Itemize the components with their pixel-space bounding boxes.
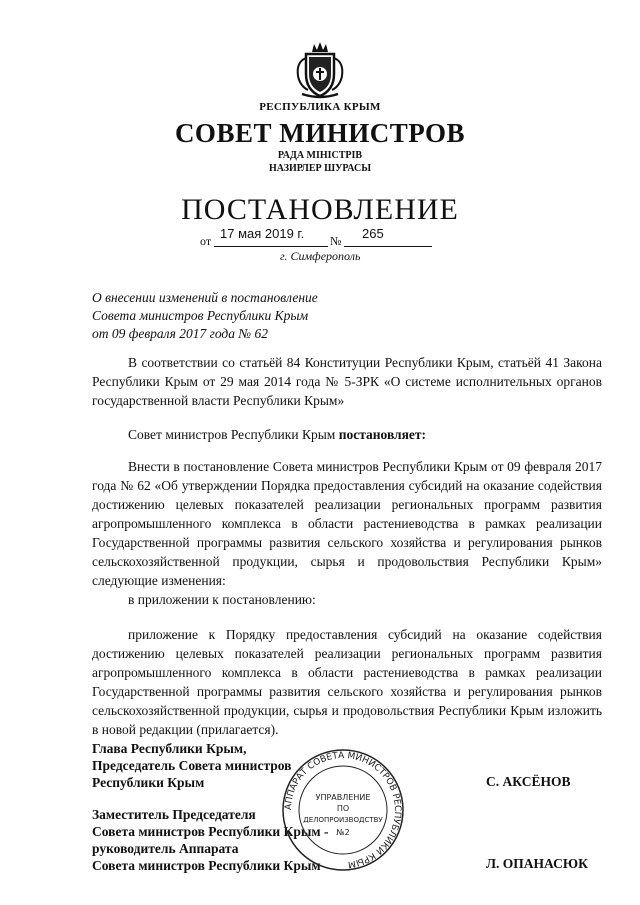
subject-line: О внесении изменений в постановление bbox=[92, 290, 318, 305]
subject-line: Совета министров Республики Крым bbox=[92, 308, 309, 323]
coat-of-arms-emblem bbox=[288, 36, 352, 100]
new-edition-paragraph: приложение к Порядку предоставления субсидий на оказание содействия достижению целевых показателей реализации региональных программ развития агропромышленного комплекса в области растениеводства в рамках реализации Государственной программы развития сельского хозяйства и регулирования рынков сельскохозяйственной продукции, сырья и продовольствия Республики Крым изложить в новой редакции (прилагается). bbox=[92, 627, 602, 737]
city-line: г. Симферополь bbox=[280, 249, 361, 263]
subject-line: от 09 февраля 2017 года № 62 bbox=[92, 326, 268, 341]
date-underline bbox=[214, 246, 328, 247]
svg-text:УПРАВЛЕНИЕ: УПРАВЛЕНИЕ bbox=[315, 793, 371, 802]
date-number-line bbox=[200, 226, 440, 248]
subject-block bbox=[92, 289, 318, 343]
signatory-1-title: Глава Республики Крым, Председатель Совета министров Республики Крым bbox=[92, 741, 292, 790]
rada-heading: РАДА МІНІСТРІВ bbox=[277, 150, 363, 161]
preamble-paragraph: В соответствии со статьёй 84 Конституции Республики Крым, статьёй 41 Закона Республики Крым от 29 мая 2014 года № 5-ЗРК «О системе исполнительных органов государственной власти Республики Крым» bbox=[92, 355, 602, 408]
document-title: ПОСТАНОВЛЕНИЕ bbox=[181, 193, 459, 226]
signatory-2-name: Л. ОПАНАСЮК bbox=[486, 856, 588, 871]
svg-text:АППАРАТ СОВЕТА МИНИСТРОВ РЕСПУ: АППАРАТ СОВЕТА МИНИСТРОВ РЕСПУБЛИКИ КРЫМ bbox=[283, 750, 403, 869]
signatory-1-name: С. АКСЁНОВ bbox=[486, 774, 571, 789]
signatory-2-title: Заместитель Председателя Совета министров Республики Крым - руководитель Аппарата Совета министров Республики Крым bbox=[92, 807, 329, 873]
resolves-paragraph: Совет министров Республики Крым постановляет: bbox=[128, 427, 427, 442]
svg-text:ДЕЛОПРОИЗВОДСТВУ: ДЕЛОПРОИЗВОДСТВУ bbox=[303, 816, 383, 824]
document-date: 17 мая 2019 г. bbox=[220, 226, 305, 241]
republic-heading: РЕСПУБЛИКА КРЫМ bbox=[259, 101, 381, 113]
document-number: 265 bbox=[362, 226, 384, 241]
council-heading: СОВЕТ МИНИСТРОВ bbox=[174, 118, 466, 148]
number-label: № bbox=[330, 234, 342, 248]
official-stamp bbox=[278, 745, 408, 875]
nazirler-heading: НАЗИРЛЕР ШУРАСЫ bbox=[268, 163, 372, 174]
number-underline bbox=[344, 246, 432, 247]
from-label: от bbox=[200, 234, 212, 248]
appendix-paragraph: в приложении к постановлению: bbox=[128, 592, 316, 607]
amendment-paragraph: Внести в постановление Совета министров Республики Крым от 09 февраля 2017 года № 62 «Об утверждении Порядка предоставления субсидий на оказание содействия достижению целевых показателей реализации региональных программ развития агропромышленного комплекса в области растениеводства в рамках реализации Государственной программы развития сельского хозяйства и регулирования рынков сельскохозяйственной продукции, сырья и продовольствия Республики Крым» следующие изменения: bbox=[92, 459, 602, 588]
resolves-word: постановляет: bbox=[338, 427, 427, 442]
svg-text:ПО: ПО bbox=[336, 804, 350, 813]
svg-text:№2: №2 bbox=[336, 828, 350, 837]
